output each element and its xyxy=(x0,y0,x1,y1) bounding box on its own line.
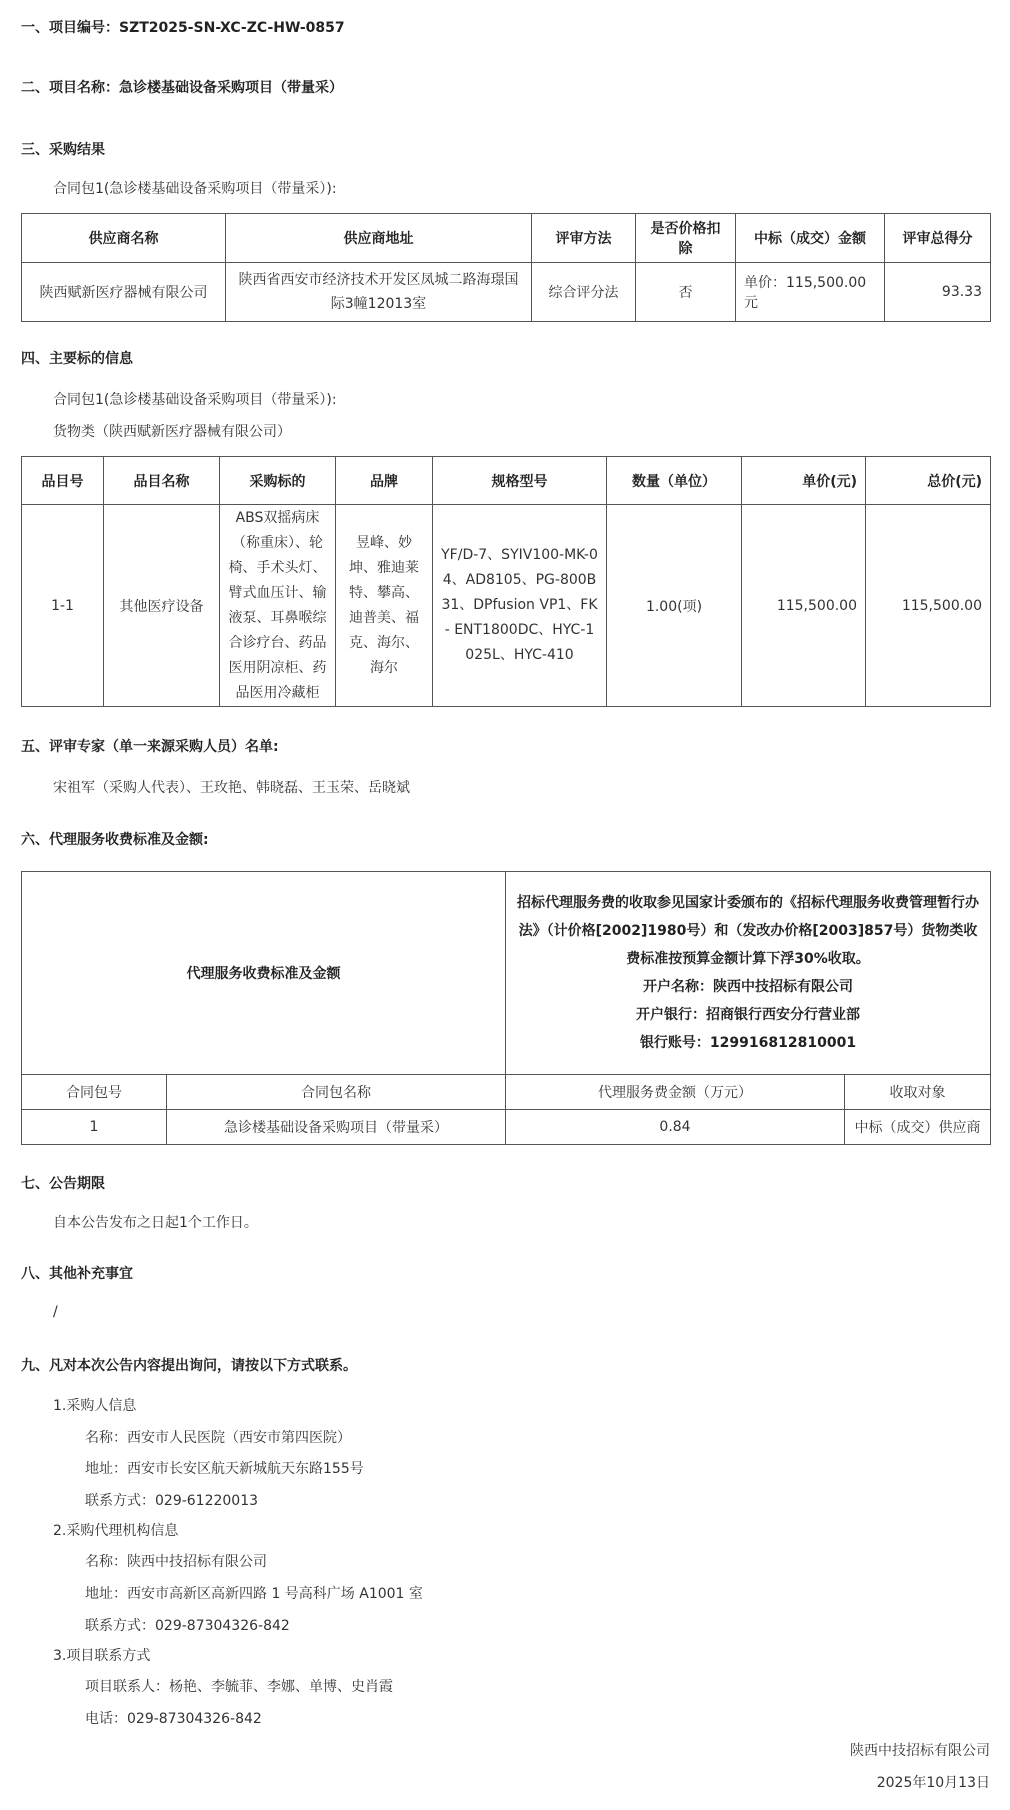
section-title-items: 四、主要标的信息 xyxy=(21,351,133,367)
items-package-label: 合同包1(急诊楼基础设备采购项目（带量采）): xyxy=(53,392,337,408)
section-title-other: 八、其他补充事宜 xyxy=(21,1266,133,1282)
buyer-info-title: 1.采购人信息 xyxy=(53,1398,137,1414)
result-package-label: 合同包1(急诊楼基础设备采购项目（带量采）): xyxy=(53,181,337,197)
table-row xyxy=(22,1110,991,1145)
item-target: ABS双摇病床（称重床）、轮椅、手术头灯、臂式血压计、输液泵、耳鼻喉综合诊疗台、药品医用阴凉柜、药品医用冷藏柜 xyxy=(220,505,336,707)
account-name: 开户名称：陕西中技招标有限公司 xyxy=(643,979,853,995)
item-code: 1-1 xyxy=(22,505,104,707)
result-header-method: 评审方法 xyxy=(532,214,636,263)
result-supplier: 陕西赋新医疗器械有限公司 xyxy=(22,263,226,322)
buyer-name: 名称：西安市人民医院（西安市第四医院） xyxy=(85,1430,351,1446)
project-number-value: SZT2025-SN-XC-ZC-HW-0857 xyxy=(119,20,345,36)
item-total-price: 115,500.00 xyxy=(866,505,991,707)
project-contact-title: 3.项目联系方式 xyxy=(53,1648,151,1664)
item-unit-price: 115,500.00 xyxy=(742,505,866,707)
result-score: 93.33 xyxy=(885,263,991,322)
footer-date: 2025年10月13日 xyxy=(876,1775,990,1791)
project-number xyxy=(21,17,345,37)
agency-fee-standard-label: 代理服务收费标准及金额 xyxy=(22,872,506,1075)
account-bank: 开户银行：招商银行西安分行营业部 xyxy=(636,1007,860,1023)
items-header-spec: 规格型号 xyxy=(433,457,607,505)
fee-amount: 0.84 xyxy=(506,1110,845,1145)
agent-info-title: 2.采购代理机构信息 xyxy=(53,1523,179,1539)
fee-header-payer: 收取对象 xyxy=(845,1075,991,1110)
agency-fee-description: 招标代理服务费的收取参见国家计委颁布的《招标代理服务收费管理暂行办法》（计价格[2002]1980号）和（发改办价格[2003]857号）货物类收费标准按预算金额计算下浮30%收取。 xyxy=(517,895,979,967)
section-title-experts: 五、评审专家（单一来源采购人员）名单: xyxy=(21,739,279,755)
fee-payer: 中标（成交）供应商 xyxy=(845,1110,991,1145)
footer-organization: 陕西中技招标有限公司 xyxy=(850,1743,990,1759)
buyer-address: 地址：西安市长安区航天新城航天东路155号 xyxy=(85,1461,364,1477)
item-brand: 昱峰、妙坤、雅迪莱特、攀高、迪普美、福克、海尔、海尔 xyxy=(336,505,433,707)
items-header-name: 品目名称 xyxy=(104,457,220,505)
project-number-label: 一、项目编号： xyxy=(21,20,119,36)
result-header-score: 评审总得分 xyxy=(885,214,991,263)
result-amount: 单价：115,500.00元 xyxy=(736,263,885,322)
result-table-header xyxy=(22,214,991,263)
item-quantity: 1.00(项) xyxy=(607,505,742,707)
items-table-header xyxy=(22,457,991,505)
agency-fee-standard-content xyxy=(506,872,991,1075)
items-header-target: 采购标的 xyxy=(220,457,336,505)
result-deduction: 否 xyxy=(636,263,736,322)
table-row xyxy=(22,505,991,707)
items-header-code: 品目号 xyxy=(22,457,104,505)
items-header-total-price: 总价(元) xyxy=(866,457,991,505)
result-header-address: 供应商地址 xyxy=(226,214,532,263)
agent-phone: 联系方式：029-87304326-842 xyxy=(85,1618,290,1634)
section-title-period: 七、公告期限 xyxy=(21,1176,105,1192)
item-name: 其他医疗设备 xyxy=(104,505,220,707)
table-row xyxy=(22,263,991,322)
fee-header-package-name: 合同包名称 xyxy=(167,1075,506,1110)
result-method: 综合评分法 xyxy=(532,263,636,322)
agent-name: 名称：陕西中技招标有限公司 xyxy=(85,1554,267,1570)
items-header-unit-price: 单价(元) xyxy=(742,457,866,505)
project-name-label: 二、项目名称： xyxy=(21,80,119,96)
other-text: / xyxy=(53,1304,58,1320)
fee-package-name: 急诊楼基础设备采购项目（带量采） xyxy=(167,1110,506,1145)
fee-header-package-no: 合同包号 xyxy=(22,1075,167,1110)
section-title-agency-fee: 六、代理服务收费标准及金额: xyxy=(21,832,209,848)
items-table xyxy=(21,456,991,707)
agency-fee-table-header xyxy=(22,1075,991,1110)
project-name-value: 急诊楼基础设备采购项目（带量采） xyxy=(119,80,343,96)
account-number: 银行账号：129916812810001 xyxy=(639,1035,857,1051)
result-header-supplier: 供应商名称 xyxy=(22,214,226,263)
items-header-brand: 品牌 xyxy=(336,457,433,505)
section-title-result: 三、采购结果 xyxy=(21,142,105,158)
section-title-contact: 九、凡对本次公告内容提出询问，请按以下方式联系。 xyxy=(21,1358,357,1374)
result-header-deduction: 是否价格扣除 xyxy=(636,214,736,263)
items-header-quantity: 数量（单位） xyxy=(607,457,742,505)
result-header-amount: 中标（成交）金额 xyxy=(736,214,885,263)
experts-names: 宋祖军（采购人代表）、王玫艳、韩晓磊、王玉荣、岳晓斌 xyxy=(53,780,410,796)
project-name xyxy=(21,77,343,97)
fee-header-amount: 代理服务费金额（万元） xyxy=(506,1075,845,1110)
agent-address: 地址：西安市高新区高新四路 1 号高科广场 A1001 室 xyxy=(85,1586,423,1602)
item-spec: YF/D-7、SYIV100-MK-04、AD8105、PG-800B31、DPfusion VP1、FK - ENT1800DC、HYC-1025L、HYC-410 xyxy=(433,505,607,707)
project-contacts: 项目联系人：杨艳、李毓菲、李娜、单博、史肖霞 xyxy=(85,1679,393,1695)
items-category-label: 货物类（陕西赋新医疗器械有限公司） xyxy=(53,424,291,440)
period-text: 自本公告发布之日起1个工作日。 xyxy=(53,1215,258,1231)
result-table xyxy=(21,213,991,322)
project-phone: 电话：029-87304326-842 xyxy=(85,1711,262,1727)
agency-fee-table xyxy=(21,871,991,1145)
agency-fee-standard-row xyxy=(22,872,991,1075)
buyer-phone: 联系方式：029-61220013 xyxy=(85,1493,259,1509)
result-address: 陕西省西安市经济技术开发区凤城二路海璟国际3幢12013室 xyxy=(226,263,532,322)
fee-package-no: 1 xyxy=(22,1110,167,1145)
